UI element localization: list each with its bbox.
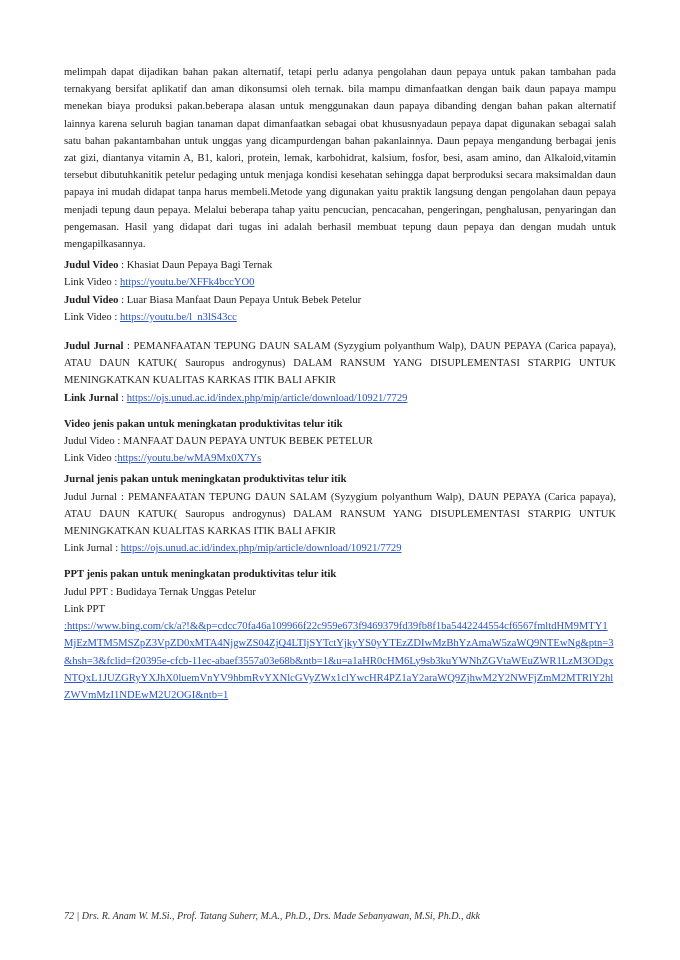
video-1-link-label: Link Video :: [64, 277, 120, 289]
video-2-link-label: Link Video :: [64, 311, 120, 323]
journal-section: [64, 471, 616, 557]
video-2-title-label: Judul Video: [64, 294, 119, 306]
video-section: [64, 416, 616, 468]
ppt-section-heading: PPT jenis pakan untuk meningkatan produktivitas telur itik: [64, 569, 337, 581]
video-section-title: Judul Video : MANFAAT DAUN PEPAYA UNTUK BEBEK PETELUR: [64, 436, 373, 448]
journal-1-link-sep: :: [118, 392, 127, 404]
video-entry-1: [64, 257, 616, 291]
video-1-link[interactable]: https://youtu.be/XFFk4bccYO0: [119, 277, 255, 289]
video-entry-2: [64, 292, 616, 326]
journal-1-title-label: Judul Jurnal: [64, 341, 124, 353]
journal-section-link[interactable]: https://ojs.unud.ac.id/index.php/mip/article/download/10921/7729: [120, 543, 402, 555]
ppt-section-title: Judul PPT : Budidaya Ternak Unggas Petelur: [64, 586, 256, 598]
page-content: [64, 64, 616, 704]
ppt-section-link-label: Link PPT: [64, 603, 105, 615]
journal-1-link-label: Link Jurnal: [64, 392, 119, 404]
ppt-section: [64, 566, 616, 704]
journal-section-link-label: Link Jurnal :: [64, 543, 121, 555]
video-section-heading: Video jenis pakan untuk meningkatan produktivitas telur itik: [64, 418, 343, 430]
video-section-link[interactable]: https://youtu.be/wMA9Mx0X7Ys: [117, 453, 262, 465]
video-section-link-label: Link Video :: [64, 453, 118, 465]
video-1-title-value: : Khasiat Daun Pepaya Bagi Ternak: [118, 260, 273, 272]
intro-paragraph: melimpah dapat dijadikan bahan pakan alternatif, tetapi perlu adanya pengolahan daun pepaya untuk pakan tambahan pada ternakyang bersifat aplikatif dan aman dikonsumsi oleh ternak. bila mampu dimanfaatkan dengan baik daun papaya mampu menekan biaya produksi pakan.beberapa alasan untuk menggunakan daun papaya dibanding dengan bahan pakan alternatif lainnya karena seluruh bagian tanaman dapat dimanfaatkan sebagai obat khususnyadaun pepaya dapat digunakan sebagai salah satu bahan pakantambahan untuk unggas yang dicampurdengan bahan pakanlainnya. Daun pepaya mengandung berbagai jenis zat gizi, diantanya vitamin A, B1, kalori, protein, lemak, karbohidrat, kalsium, fosfor, besi, asam amino, dan Alkaloid,vitamin tersebut dibutuhkanitik petelur pedaging untuk menjaga kondisi kesehatan sehingga dapat berproduksi secara maksimaldan daun papaya ini mudah didapat tanpa harus membeli.Metode yang digunakan yaitu praktik langsung dengan pengolahan daun pepaya menjadi tepung daun pepaya. Melalui beberapa tahap yaitu pencucian, pencacahan, pengeringan, penghalusan, penyaringan dan pengemasan. Hasil yang didapat dari tugas ini adalah berhasil membuat tepung daun pepaya dan dengan mudah untuk mengapilkasannya.: [64, 67, 616, 251]
ppt-section-link[interactable]: :https://www.bing.com/ck/a?!&&p=cdcc70fa46a109966f22c959e673f9469379fd39fb8f1ba5442244554cf6567fmltdHM9MTY1MjEzMTM5MSZpZ3VpZD0xMTA4NjgwZS04ZjQ4LTljSYTctYjkyYS0yYTEzZDIwMzBhYzAmaW5zaWQ9NTEwNg&ptn=3&hsh=3&fclid=f20395e-cfcb-11ec-abaef3557a03e68b&ntb=1&u=a1aHR0cHM6Ly9sb3kuYWNhZGVtaWEuZWR1LzM3ODgxNTQxL1JUZGRyYXJhX0luemVnYV9hbmRvYXNlcGVyZWx1clYwcHR4PZ1aY2araWQ9ZjhwM2Y2NWFjZmM2MTRlY2hlZWVmMzI1NDEwM2U2OGI&ntb=1: [64, 621, 614, 701]
journal-1-link[interactable]: https://ojs.unud.ac.id/index.php/mip/article/download/10921/7729: [126, 392, 408, 404]
journal-section-heading: Jurnal jenis pakan untuk meningkatan produktivitas telur itik: [64, 474, 347, 486]
video-2-title-value: : Luar Biasa Manfaat Daun Pepaya Untuk Bebek Petelur: [118, 294, 362, 306]
page-footer: 72 | Drs. R. Anam W. M.Si., Prof. Tatang Suherr, M.A., Ph.D., Drs. Made Sebanyawan, M.Si, Ph.D., dkk: [64, 911, 480, 922]
journal-section-title: Judul Jurnal : PEMANFAATAN TEPUNG DAUN SALAM (Syzygium polyanthum Walp), DAUN PEPAYA (Carica papaya), ATAU DAUN KATUK( Sauropus androgynus) DALAM RANSUM YANG DISUPLEMENTASI STARPIG UNTUK MENINGKATKAN KUALITAS KARKAS ITIK BALI AFKIR: [64, 491, 616, 538]
video-2-link[interactable]: https://youtu.be/l_n3lS43cc: [119, 311, 237, 323]
video-1-title-label: Judul Video: [64, 260, 119, 272]
journal-1-title-value: : PEMANFAATAN TEPUNG DAUN SALAM (Syzygium polyanthum Walp), DAUN PEPAYA (Carica papaya), ATAU DAUN KATUK( Sauropus androgynus) DALAM RANSUM YANG DISUPLEMENTASI STARPIG UNTUK MENINGKATKAN KUALITAS KARKAS ITIK BALI AFKIR: [64, 341, 616, 387]
journal-entry-1: [64, 338, 616, 407]
